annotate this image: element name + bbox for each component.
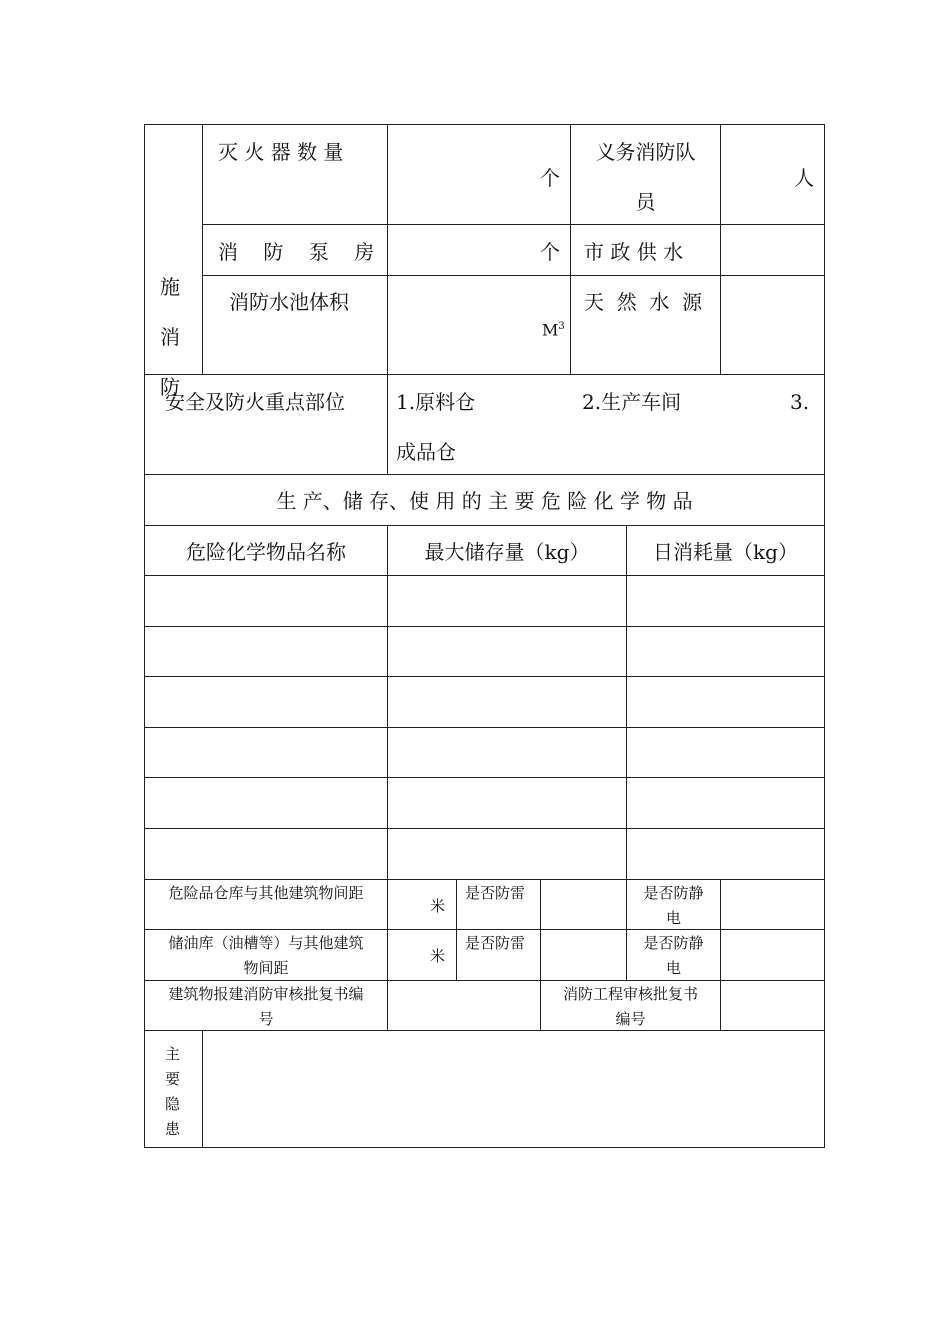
col-header-daily-consumption: 日消耗量（kg）: [653, 540, 798, 564]
warehouse-distance-label: 危险品仓库与其他建筑物间距: [168, 884, 364, 902]
key-area-item-3-continued: 成品仓: [396, 440, 456, 464]
building-approval-number-label: [145, 982, 387, 1032]
facilities-side-label: 施消防: [160, 275, 180, 399]
oil-depot-static-label: [627, 931, 720, 981]
oil-label-line2: 物间距: [243, 959, 289, 977]
oil-depot-lightning-label: 是否防雷: [465, 934, 526, 952]
table-row: [145, 829, 824, 879]
static-label-line1: 是否防静: [643, 934, 704, 952]
municipal-water-label: 市 政 供 水: [584, 240, 684, 264]
col-header-chemical-name: 危险化学物品名称: [186, 540, 346, 564]
chemicals-section-title: 生 产、储 存、使 用 的 主 要 危 险 化 学 物 品: [276, 489, 693, 513]
static-label-line2: 电: [665, 909, 681, 927]
building-approval-line1: 建筑物报建消防审核批复书编: [168, 985, 364, 1003]
engineering-approval-line2: 编号: [615, 1010, 646, 1028]
fire-pool-unit: [542, 314, 566, 343]
table-row: [145, 627, 824, 676]
volunteer-label-line1: 义务消防队: [595, 140, 696, 164]
volunteer-firefighters-label: [571, 140, 720, 214]
extinguisher-unit: 个: [540, 166, 560, 190]
oil-depot-distance-label: [145, 931, 387, 981]
key-area-item-3: 3.: [790, 390, 810, 414]
pool-unit-letter: M: [542, 320, 559, 340]
natural-water-label: 天 然 水 源: [584, 290, 703, 314]
key-area-item-1: 1.原料仓: [396, 390, 476, 414]
extinguisher-count-label: 灭 火 器 数 量: [218, 140, 344, 164]
fire-pump-unit: 个: [540, 240, 560, 264]
oil-label-line1: 储油库（油槽等）与其他建筑: [168, 934, 364, 952]
table-row: [145, 677, 824, 727]
volunteer-label-line2: 员: [635, 190, 656, 214]
warehouse-lightning-label: 是否防雷: [465, 884, 526, 902]
fire-pool-volume-label: 消防水池体积: [229, 290, 349, 314]
static-label-line2: 电: [665, 959, 681, 977]
building-approval-line2: 号: [258, 1010, 274, 1028]
fire-pump-room-label: 消 防 泵 房: [218, 240, 375, 264]
main-hazards-label: 主要隐患: [165, 1045, 181, 1138]
engineering-approval-line1: 消防工程审核批复书: [562, 985, 698, 1003]
static-label-line1: 是否防静: [643, 884, 704, 902]
engineering-approval-number-label: [541, 982, 720, 1032]
table-row: [145, 728, 824, 777]
warehouse-distance-unit: 米: [430, 897, 446, 915]
col-header-max-storage: 最大储存量（kg）: [424, 540, 590, 564]
oil-depot-distance-unit: 米: [430, 947, 446, 965]
key-areas-label: 安全及防火重点部位: [165, 390, 345, 414]
warehouse-static-label: [627, 881, 720, 931]
table-row: [145, 778, 824, 828]
table-row: [145, 576, 824, 626]
volunteer-unit: 人: [794, 166, 814, 190]
pool-unit-superscript: 3: [558, 321, 565, 332]
key-area-item-2: 2.生产车间: [582, 390, 682, 414]
main-hazards-content[interactable]: [210, 1042, 815, 1137]
